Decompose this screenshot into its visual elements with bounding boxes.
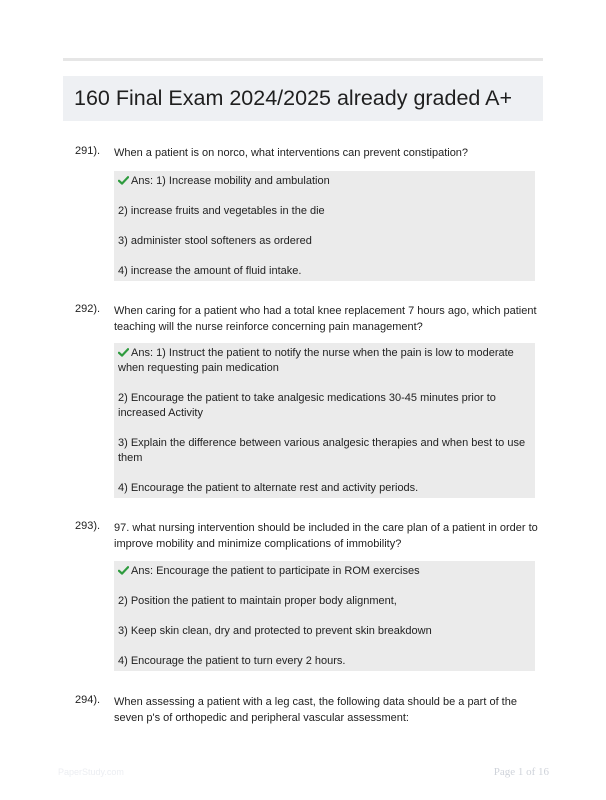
question-number: 293). [75,520,101,532]
answer-item: 2) Encourage the patient to take analgesic medications 30-45 minutes prior to increased Activity [118,392,496,419]
question-text: 97. what nursing intervention should be included in the care plan of a patient in order to improve mobility and minimize complications of immobility? [114,522,538,550]
answer-item: 2) Position the patient to maintain proper body alignment, [118,595,397,607]
answer-item: 4) Encourage the patient to alternate rest and activity periods. [118,482,419,494]
answer-block [114,343,535,498]
question-number: 292). [75,303,101,315]
answer-item: 3) Keep skin clean, dry and protected to prevent skin breakdown [118,625,432,637]
question-text: When a patient is on norco, what interventions can prevent constipation? [114,147,469,159]
answer-block [114,171,535,281]
page-indicator: Page 1 of 16 [493,766,549,778]
top-divider [63,58,543,61]
answer-correct: Ans: Encourage the patient to participate in ROM exercises [118,564,531,579]
title-banner [63,76,543,121]
question-text: When assessing a patient with a leg cast, the following data should be a part of the seven p's of orthopedic and peripheral vascular assessment: [114,696,517,724]
check-icon [118,566,129,575]
answer-item: 3) administer stool softeners as ordered [118,235,312,247]
question-number: 291). [75,145,101,157]
question-text: When caring for a patient who had a total knee replacement 7 hours ago, which patient teaching will the nurse reinforce concerning pain management? [114,305,537,333]
answer-correct: Ans: 1) Increase mobility and ambulation [118,174,531,189]
footer-site: PaperStudy.com [58,767,124,777]
check-icon [118,348,129,357]
answer-item: 3) Explain the difference between various analgesic therapies and when best to use them [118,437,526,464]
document-title: 160 Final Exam 2024/2025 already graded A+ [74,86,513,110]
answer-item: 4) Encourage the patient to turn every 2 hours. [118,655,346,667]
answer-item: 2) increase fruits and vegetables in the die [118,205,325,217]
answer-item: 4) increase the amount of fluid intake. [118,265,302,277]
question-number: 294). [75,694,101,706]
answer-block [114,561,535,671]
check-icon [118,176,129,185]
answer-correct: Ans: 1) Instruct the patient to notify the nurse when the pain is low to moderate when requesting pain medication [118,347,514,374]
